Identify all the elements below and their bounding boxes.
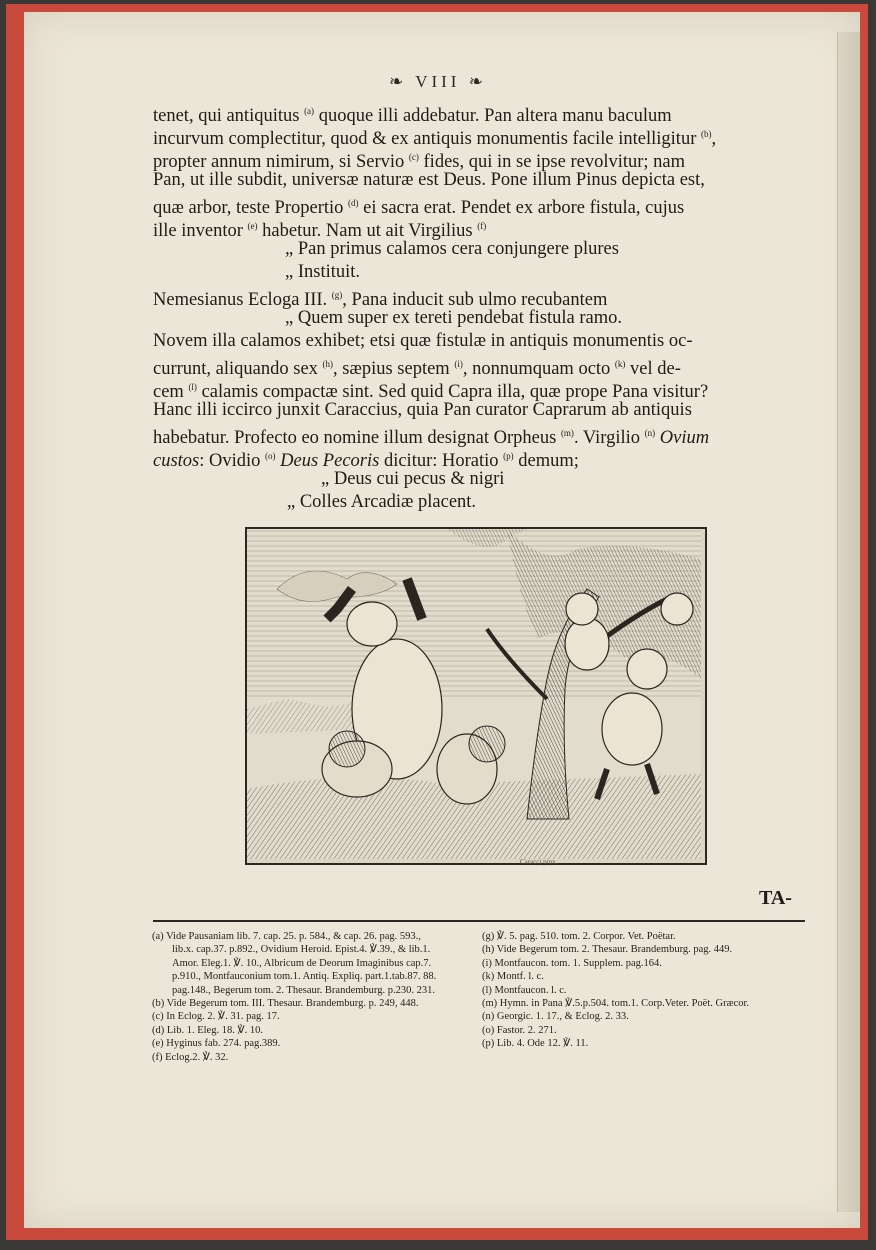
- italic-text-run: Deus Pecoris: [280, 451, 380, 471]
- footnote-line: Amor. Eleg.1. ℣. 10., Albricum de Deorum Imaginibus cap.7.: [172, 957, 432, 969]
- footnotes-right: [482, 930, 812, 1051]
- body-text: [153, 100, 803, 514]
- footnote-marker: (o): [265, 451, 276, 461]
- footnotes-left: [152, 930, 482, 1064]
- body-text-run: Hanc illi iccirco junxit Caraccius, quia Pan curator Caprarum ab antiquis: [153, 400, 692, 420]
- body-text-run: incurvum complectitur, quod & ex antiquis monumentis facile intelligitur: [153, 129, 701, 149]
- body-text-run: quoque illi addebatur. Pan altera manu baculum: [314, 106, 672, 126]
- body-text-run: habetur. Nam ut ait Virgilius: [257, 221, 478, 241]
- catchword: TA-: [759, 887, 792, 909]
- footnote-line: (f) Eclog.2. ℣. 32.: [152, 1051, 229, 1063]
- body-line: [153, 330, 803, 353]
- footnote-line: p.910., Montfauconium tom.1. Antiq. Expliq. part.1.tab.87. 88.: [172, 971, 437, 983]
- body-text-run: Novem illa calamos exhibet; etsi quæ fistulæ in antiquis monumentis oc-: [153, 331, 693, 351]
- footnote-line: (i) Montfaucon. tom. 1. Supplem. pag.164.: [482, 957, 662, 969]
- footnote-line: (b) Vide Begerum tom. III. Thesaur. Brandemburg. p. 249, 448.: [152, 998, 419, 1010]
- body-text-run: : Ovidio: [199, 451, 266, 471]
- next-page-edge: [837, 32, 860, 1212]
- footnote-marker: (n): [644, 428, 656, 438]
- body-text-run: tenet, qui antiquitus: [153, 106, 305, 126]
- footnote-marker: (f): [477, 221, 487, 231]
- body-text-run: Pan, ut ille subdit, universæ naturæ est Deus. Pone illum Pinus depicta est,: [153, 170, 705, 190]
- body-text-run: demum;: [513, 451, 579, 471]
- footnote-marker: (c): [408, 152, 419, 162]
- footnote-line: (h) Vide Begerum tom. 2. Thesaur. Brandemburg. pag. 449.: [482, 944, 733, 956]
- body-text-run: ei sacra erat. Pendet ex arbore fistula, cujus: [358, 198, 685, 218]
- body-line: [153, 261, 803, 284]
- body-text-run: , sæpius septem: [333, 359, 455, 379]
- footnote-line: (l) Montfaucon. l. c.: [482, 984, 567, 996]
- body-text-run: propter annum nimirum, si Servio: [153, 152, 409, 172]
- body-line: [153, 238, 803, 261]
- footnote-marker: (h): [322, 359, 334, 369]
- body-text-run: ille inventor: [153, 221, 248, 241]
- footnote-line: lib.x. cap.37. p.892., Ovidium Heroid. Epist.4. ℣.39., & lib.1.: [172, 944, 431, 956]
- body-text-run: „ Pan primus calamos cera conjungere plures: [285, 239, 619, 259]
- body-text-run: quæ arbor, teste Propertio: [153, 198, 349, 218]
- page-header: ❧ VIII ❧: [389, 72, 487, 91]
- body-line: [153, 169, 803, 192]
- body-text-run: . Virgilio: [573, 428, 645, 448]
- body-text-run: , nonnumquam octo: [462, 359, 615, 379]
- footnote-marker: (p): [503, 451, 514, 461]
- body-text-run: „ Instituit.: [285, 262, 361, 282]
- footnote-marker: (m): [560, 428, 574, 438]
- body-text-run: dicitur: Horatio: [379, 451, 504, 471]
- footnote-line: (g) ℣. 5. pag. 510. tom. 2. Corpor. Vet. Poëtar.: [482, 931, 676, 942]
- footnote-marker: (d): [348, 198, 359, 208]
- body-text-run: ,: [711, 129, 717, 149]
- footnote-marker: (g): [331, 290, 343, 300]
- body-text-run: habebatur. Profecto eo nomine illum designat Orpheus: [153, 428, 561, 448]
- body-line: [153, 215, 803, 241]
- body-line: [153, 192, 803, 218]
- body-line: [153, 146, 803, 172]
- italic-text-run: custos: [153, 451, 200, 471]
- body-line: [153, 100, 803, 126]
- footnote-line: (d) Lib. 1. Eleg. 18. ℣. 10.: [152, 1024, 263, 1036]
- body-text-run: „ Deus cui pecus & nigri: [321, 469, 505, 489]
- body-line: [153, 376, 803, 402]
- footnote-marker: (k): [614, 359, 626, 369]
- footnote-line: (e) Hyginus fab. 274. pag.389.: [152, 1038, 281, 1050]
- footnote-line: (p) Lib. 4. Ode 12. ℣. 11.: [482, 1038, 589, 1050]
- footnote-marker: (e): [247, 221, 258, 231]
- body-line: [153, 468, 803, 491]
- body-text-run: cem: [153, 382, 189, 402]
- body-text-run: „ Quem super ex tereti pendebat fistula ramo.: [285, 308, 622, 328]
- engraving-picture: [247, 529, 701, 859]
- footnote-line: (n) Georgic. 1. 17., & Eclog. 2. 33.: [482, 1011, 629, 1023]
- footnote-rule: [153, 920, 805, 922]
- body-text-run: calamis compactæ sint. Sed quid Capra illa, quæ prope Pana visitur?: [196, 382, 709, 402]
- footnote-line: (a) Vide Pausaniam lib. 7. cap. 25. p. 584., & cap. 26. pag. 593.,: [152, 931, 421, 942]
- body-line: [153, 284, 803, 310]
- body-line: [153, 123, 803, 149]
- body-text-run: „ Colles Arcadiæ placent.: [287, 492, 477, 512]
- footnote-marker: (i): [454, 359, 463, 369]
- body-line: [153, 422, 803, 448]
- footnote-line: (k) Montf. l. c.: [482, 971, 544, 983]
- body-line: [153, 353, 803, 379]
- body-line: [153, 307, 803, 330]
- footnote-line: (o) Fastor. 2. 271.: [482, 1024, 557, 1036]
- body-line: [153, 491, 803, 514]
- body-text-run: , Pana inducit sub ulmo recubantem: [342, 290, 608, 310]
- body-line: [153, 399, 803, 422]
- engraving-illustration: [245, 527, 707, 865]
- body-text-run: fides, qui in se ipse revolvitur; nam: [418, 152, 686, 172]
- body-text-run: Nemesianus Ecloga III.: [153, 290, 332, 310]
- footnote-marker: (b): [700, 129, 712, 139]
- footnote-marker: (l): [188, 382, 197, 392]
- footnote-line: (c) In Eclog. 2. ℣. 31. pag. 17.: [152, 1011, 280, 1023]
- footnote-line: pag.148., Begerum tom. 2. Thesaur. Brandemburg. p.230. 231.: [172, 984, 435, 996]
- body-text-run: vel de-: [625, 359, 681, 379]
- footnote-marker: (a): [304, 106, 315, 116]
- body-line: [153, 445, 803, 471]
- footnote-line: (m) Hymn. in Pana ℣.5.p.504. tom.1. Corp.Veter. Poët. Græcor.: [482, 998, 750, 1010]
- body-text-run: currunt, aliquando sex: [153, 359, 323, 379]
- engraving-credit: Caracci pinx.: [520, 858, 558, 866]
- italic-text-run: Ovium: [659, 428, 710, 448]
